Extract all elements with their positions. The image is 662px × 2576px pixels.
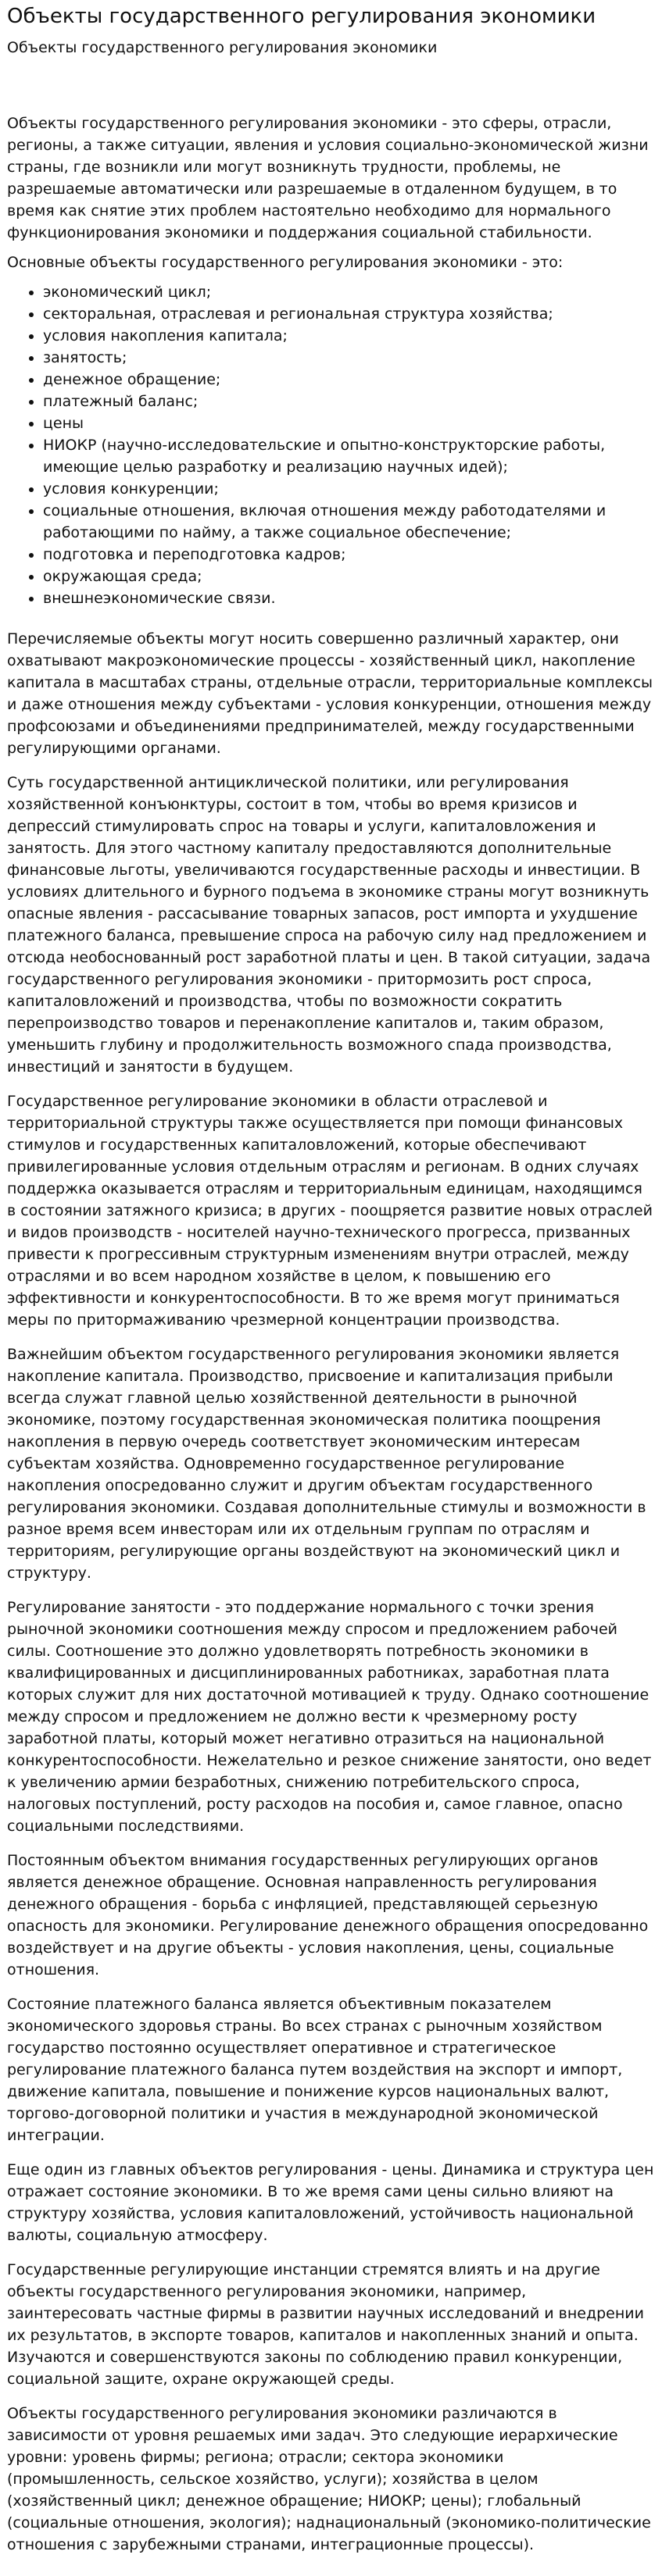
intro-paragraph: Объекты государственного регулирования экономики - это сферы, отрасли, регионы, а также ситуации, явления и условия социально-экономической жизни страны, где возникли или могут возникнуть трудности, проблемы, не разрешаемые автоматически или разрешаемые в отдаленном будущем, в то время как снятие этих проблем настоятельно необходимо для нормального функционирования экономики и поддержания социальной стабильности. [7,115,649,241]
list-item: • платежный баланс; [43,391,655,412]
list-heading: Основные объекты государственного регулирования экономики - это: [7,254,564,271]
paragraph: Государственное регулирование экономики в области отраслевой и территориальной структуры также осуществляется при помощи финансовых стимулов и государственных капиталовложений, которые обеспечивают привилегированные условия отдельным отраслям и регионам. В одних случаях поддержка оказывается отраслям и территориальным единицам, находящимся в состоянии затяжного кризиса; в других - поощряется развитие новых отраслей и видов производств - носителей научно-технического прогресса, призванных привести к прогрессивным структурным изменениям внутри отраслей, между отраслями и во всем народном хозяйстве в целом, к повышению его эффективности и конкурентоспособности. В то же время могут приниматься меры по притормаживанию чрезмерной концентрации производства. [7,1093,653,1329]
objects-list [7,281,655,609]
paragraph: Регулирование занятости - это поддержание нормального с точки зрения рыночной экономики соотношения между спросом и предложением рабочей силы. Соотношение это должно удовлетворять потребность экономики в квалифицированных и дисциплинированных работниках, заработная плата которых служит для них достаточной мотивацией к труду. Однако соотношение между спросом и предложением не должно вести к чрезмерному росту заработной платы, который может негативно отразиться на национальной конкурентоспособности. Нежелательно и резкое снижение занятости, оно ведет к увеличению армии безработных, снижению потребительского спроса, налоговых поступлений, росту расходов на пособия и, самое главное, опасно социальными последствиями. [7,1599,652,1835]
page-subtitle: Объекты государственного регулирования экономики [7,39,438,56]
list-item: • НИОКР (научно-исследовательские и опытно-конструкторские работы, имеющие целью разработку и реализацию научных идей); [43,434,655,478]
list-item: • окружающая среда; [43,566,655,587]
list-item: • внешнеэкономические связи. [43,587,655,609]
page-title: Объекты государственного регулирования экономики [7,5,596,28]
paragraph: Государственные регулирующие инстанции стремятся влиять и на другие объекты государственного регулирования экономики, например, заинтересовать частные фирмы в развитии научных исследований и внедрении их результатов, в экспорте товаров, капиталов и накопленных знаний и опыта. Изучаются и совершенствуются законы по соблюдению правил конкуренции, социальной защите, охране окружающей среды. [7,2261,644,2388]
paragraph: Объекты государственного регулирования экономики различаются в зависимости от уровня решаемых ими задач. Это следующие иерархические уровни: уровень фирмы; региона; отрасли; сектора экономики (промышленность, сельское хозяйство, услуги); хозяйства в целом (хозяйственный цикл; денежное обращение; НИОКР; цены); глобальный (социальные отношения, экология); наднациональный (экономико-политические отношения с зарубежными странами, интеграционные процессы). [7,2405,651,2553]
list-item: • условия накопления капитала; [43,325,655,347]
list-item: • денежное обращение; [43,369,655,391]
paragraph: Состояние платежного баланса является объективным показателем экономического здоровья страны. Во всех странах с рыночным хозяйством государство постоянно осуществляет оперативное и стратегическое регулирование платежного баланса путем воздействия на экспорт и импорт, движение капитала, повышение и понижение курсов национальных валют, торгово-договорной политики и участия в международной экономической интеграции. [7,1996,623,2144]
paragraph: Перечисляемые объекты могут носить совершенно различный характер, они охватывают макроэкономические процессы - хозяйственный цикл, накопление капитала в масштабах страны, отдельные отрасли, территориальные комплексы и даже отношения между субъектами - условия конкуренции, отношения между профсоюзами и объединениями предпринимателей, между государственными регулирующими органами. [7,630,653,757]
list-item: • условия конкуренции; [43,478,655,500]
list-item: • социальные отношения, включая отношения между работодателями и работающими по найму, а также социальное обеспечение; [43,500,655,544]
paragraph: Постоянным объектом внимания государственных регулирующих органов является денежное обращение. Основная направленность регулирования денежного обращения - борьба с инфляцией, представляющей серьезную опасность для экономики. Регулирование денежного обращения опосредованно воздействует и на другие объекты - условия накопления, цены, социальные отношения. [7,1852,649,1978]
paragraph: Еще один из главных объектов регулирования - цены. Динамика и структура цен отражает состояние экономики. В то же время сами цены сильно влияют на структуру хозяйства, условия капиталовложений, устойчивость национальной валюты, социальную атмосферу. [7,2161,654,2244]
list-item: • цены [43,412,655,434]
list-item: • подготовка и переподготовка кадров; [43,544,655,566]
paragraph: Суть государственной антициклической политики, или регулирования хозяйственной конъюнктуры, состоит в том, чтобы во время кризисов и депрессий стимулировать спрос на товары и услуги, капиталовложения и занятость. Для этого частному капиталу предоставляются дополнительные финансовые льготы, увеличиваются государственные расходы и инвестиции. В условиях длительного и бурного подъема в экономике страны могут возникнуть опасные явления - рассасывание товарных запасов, рост импорта и ухудшение платежного баланса, превышение спроса на рабочую силу над предложением и отсюда необоснованный рост заработной платы и цен. В такой ситуации, задача государственного регулирования экономики - притормозить рост спроса, капиталовложений и производства, чтобы по возможности сократить перепроизводство товаров и перенакопление капиталов и, таким образом, уменьшить глубину и продолжительность возможного спада производства, инвестиций и занятости в будущем. [7,774,651,1076]
list-item: • занятость; [43,347,655,369]
list-item: • экономический цикл; [43,281,655,303]
list-item: • секторальная, отраслевая и региональная структура хозяйства; [43,303,655,325]
paragraph: Важнейшим объектом государственного регулирования экономики является накопление капитала. Производство, присвоение и капитализация прибыли всегда служат главной целью хозяйственной деятельности в рыночной экономике, поэтому государственная экономическая политика поощрения накопления в первую очередь соответствует экономическим интересам субъектам хозяйства. Одновременно государственное регулирование накопления опосредованно служит и другим объектам государственного регулирования экономики. Создавая дополнительные стимулы и возможности в разное время всем инвесторам или их отдельным группам по отраслям и территориям, регулирующие органы воздействуют на экономический цикл и структуру. [7,1346,646,1582]
